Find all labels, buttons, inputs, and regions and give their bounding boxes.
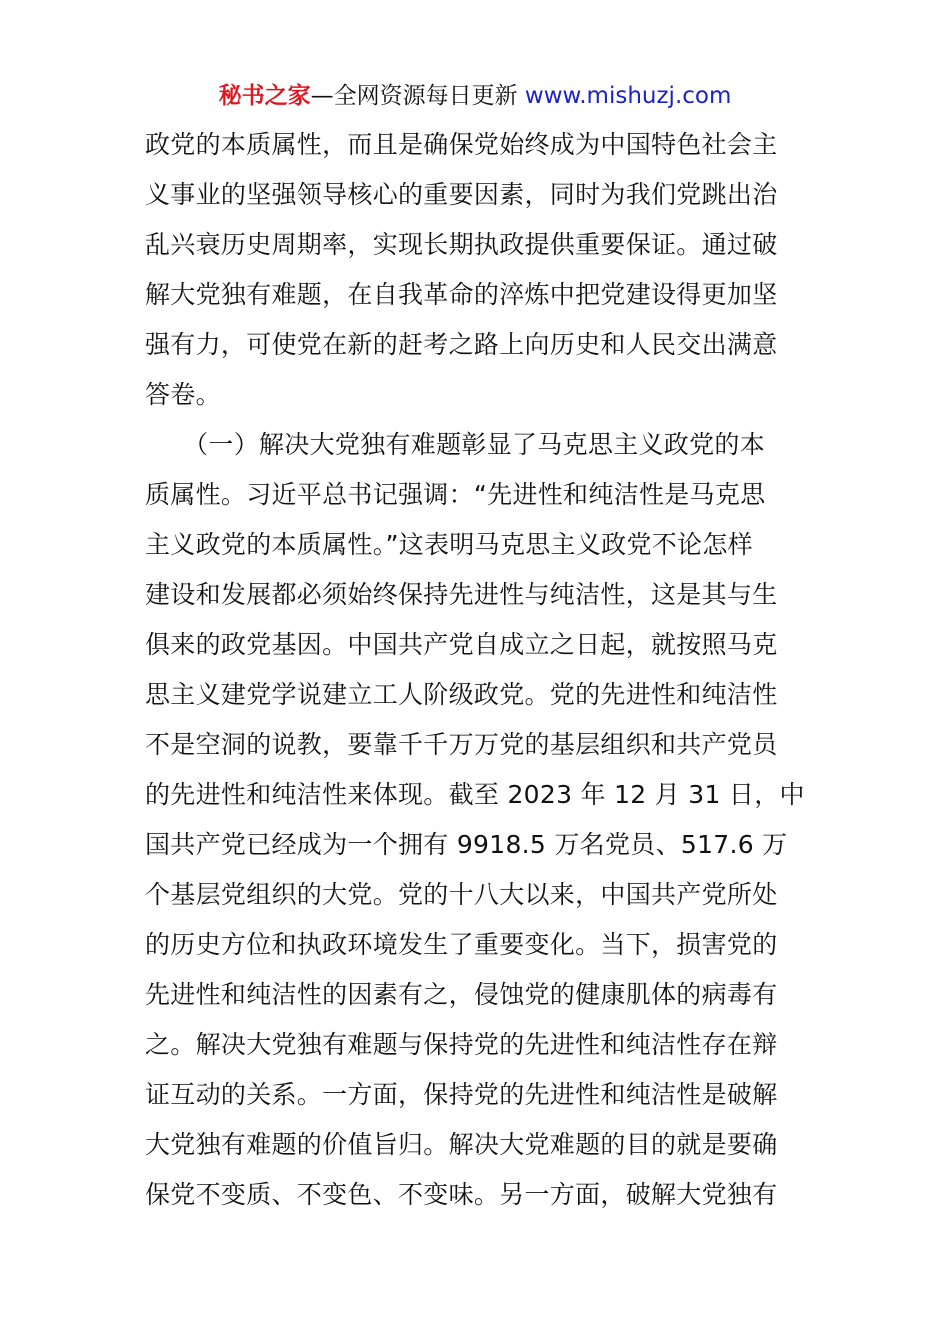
site-url[interactable]: www.mishuzj.com — [524, 83, 732, 109]
text-line: 个基层党组织的大党。党的十八大以来，中国共产党所处 — [145, 880, 778, 909]
document-body — [145, 120, 810, 1220]
site-brand: 秘书之家 — [218, 83, 311, 109]
site-header — [0, 80, 950, 112]
text-line: 思主义建党学说建立工人阶级政党。党的先进性和纯洁性 — [145, 680, 778, 709]
text-line: 解大党独有难题，在自我革命的淬炼中把党建设得更加坚 — [145, 280, 778, 309]
text-line: 的先进性和纯洁性来体现。截至 2023 年 12 月 31 日，中 — [145, 780, 805, 809]
text-line: 不是空洞的说教，要靠千千万万党的基层组织和共产党员 — [145, 730, 778, 759]
text-line: 俱来的政党基因。中国共产党自成立之日起，就按照马克 — [145, 630, 778, 659]
text-line: 的历史方位和执政环境发生了重要变化。当下，损害党的 — [145, 930, 778, 959]
text-line: 保党不变质、不变色、不变味。另一方面，破解大党独有 — [145, 1180, 778, 1209]
text-line: 答卷。 — [145, 380, 221, 409]
text-line: 义事业的坚强领导核心的重要因素，同时为我们党跳出治 — [145, 180, 778, 209]
text-line: （一）解决大党独有难题彰显了马克思主义政党的本 — [145, 430, 766, 459]
text-line: 证互动的关系。一方面，保持党的先进性和纯洁性是破解 — [145, 1080, 778, 1109]
text-line: 建设和发展都必须始终保持先进性与纯洁性，这是其与生 — [145, 580, 778, 609]
text-line: 质属性。习近平总书记强调：“先进性和纯洁性是马克思 — [145, 480, 766, 509]
text-line: 之。解决大党独有难题与保持党的先进性和纯洁性存在辩 — [145, 1030, 778, 1059]
text-line: 大党独有难题的价值旨归。解决大党难题的目的就是要确 — [145, 1130, 778, 1159]
text-line: 政党的本质属性，而且是确保党始终成为中国特色社会主 — [145, 130, 778, 159]
text-line: 乱兴衰历史周期率，实现长期执政提供重要保证。通过破 — [145, 230, 778, 259]
text-line: 先进性和纯洁性的因素有之，侵蚀党的健康肌体的病毒有 — [145, 980, 778, 1009]
site-tagline: —全网资源每日更新 — [310, 83, 525, 109]
text-line: 主义政党的本质属性。”这表明马克思主义政党不论怎样 — [145, 530, 753, 559]
text-line: 国共产党已经成为一个拥有 9918.5 万名党员、517.6 万 — [145, 830, 788, 859]
text-line: 强有力，可使党在新的赶考之路上向历史和人民交出满意 — [145, 330, 778, 359]
